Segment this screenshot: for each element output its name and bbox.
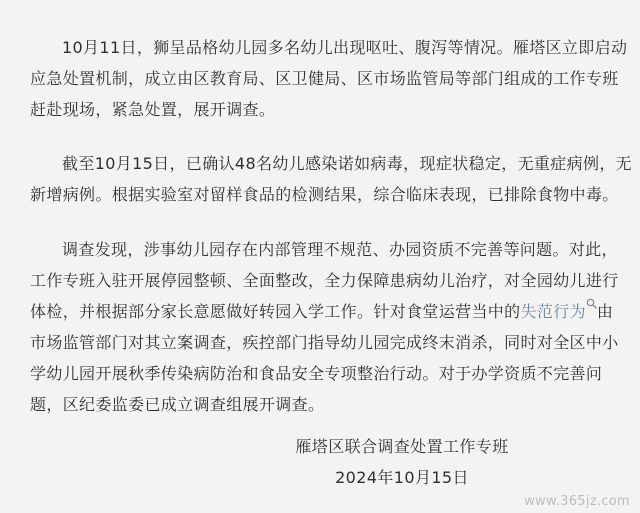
signature-date: 2024年10月15日 <box>335 468 469 487</box>
paragraph-line: 调查发现，涉事幼儿园存在内部管理不规范、办园资质不完善等问题。对此， <box>62 240 618 259</box>
paragraph-line: 应急处置机制，成立由区教育局、区卫健局、区市场监管局等部门组成的工作专班 <box>30 69 619 88</box>
paragraph-line: 学幼儿园开展秋季传染病防治和食品安全专项整治行动。对于办学资质不完善问 <box>30 364 603 383</box>
signature-organization: 雁塔区联合调查处置工作专班 <box>295 437 509 456</box>
paragraph-line: 10月11日，狮呈品格幼儿园多名幼儿出现呕吐、腹泻等情况。雁塔区立即启动 <box>62 38 628 57</box>
paragraph-line: 市场监管部门对其立案调查，疾控部门指导幼儿园完成终末消杀，同时对全区中小 <box>30 333 619 352</box>
keyword-link[interactable]: 失范行为 <box>520 302 586 321</box>
paragraph-line: 赶赴现场，紧急处置，展开调查。 <box>30 100 276 119</box>
site-watermark: www.365jz.com <box>524 494 630 509</box>
paragraph-line: 新增病例。根据实验室对留样食品的检测结果，综合临床表现，已排除食物中毒。 <box>30 185 619 204</box>
paragraph-line: 题，区纪委监委已成立调查组展开调查。 <box>30 395 325 414</box>
paragraph-incident <box>30 32 628 125</box>
paragraph-line-with-link <box>30 296 616 327</box>
paragraph-text: 体检，并根据部分家长意愿做好转园入学工作。针对食堂运营当中的 <box>30 302 521 321</box>
paragraph-status <box>30 148 633 210</box>
paragraph-line: 工作专班入驻开展停园整顿、全面整改，全力保障患病幼儿治疗，对全园幼儿进行 <box>30 271 619 290</box>
search-icon[interactable] <box>586 298 597 309</box>
paragraph-text: 由 <box>596 302 614 321</box>
paragraph-line: 截至10月15日，已确认48名幼儿感染诺如病毒，现症状稳定，无重症病例，无 <box>62 154 633 173</box>
paragraph-investigation <box>30 234 619 420</box>
